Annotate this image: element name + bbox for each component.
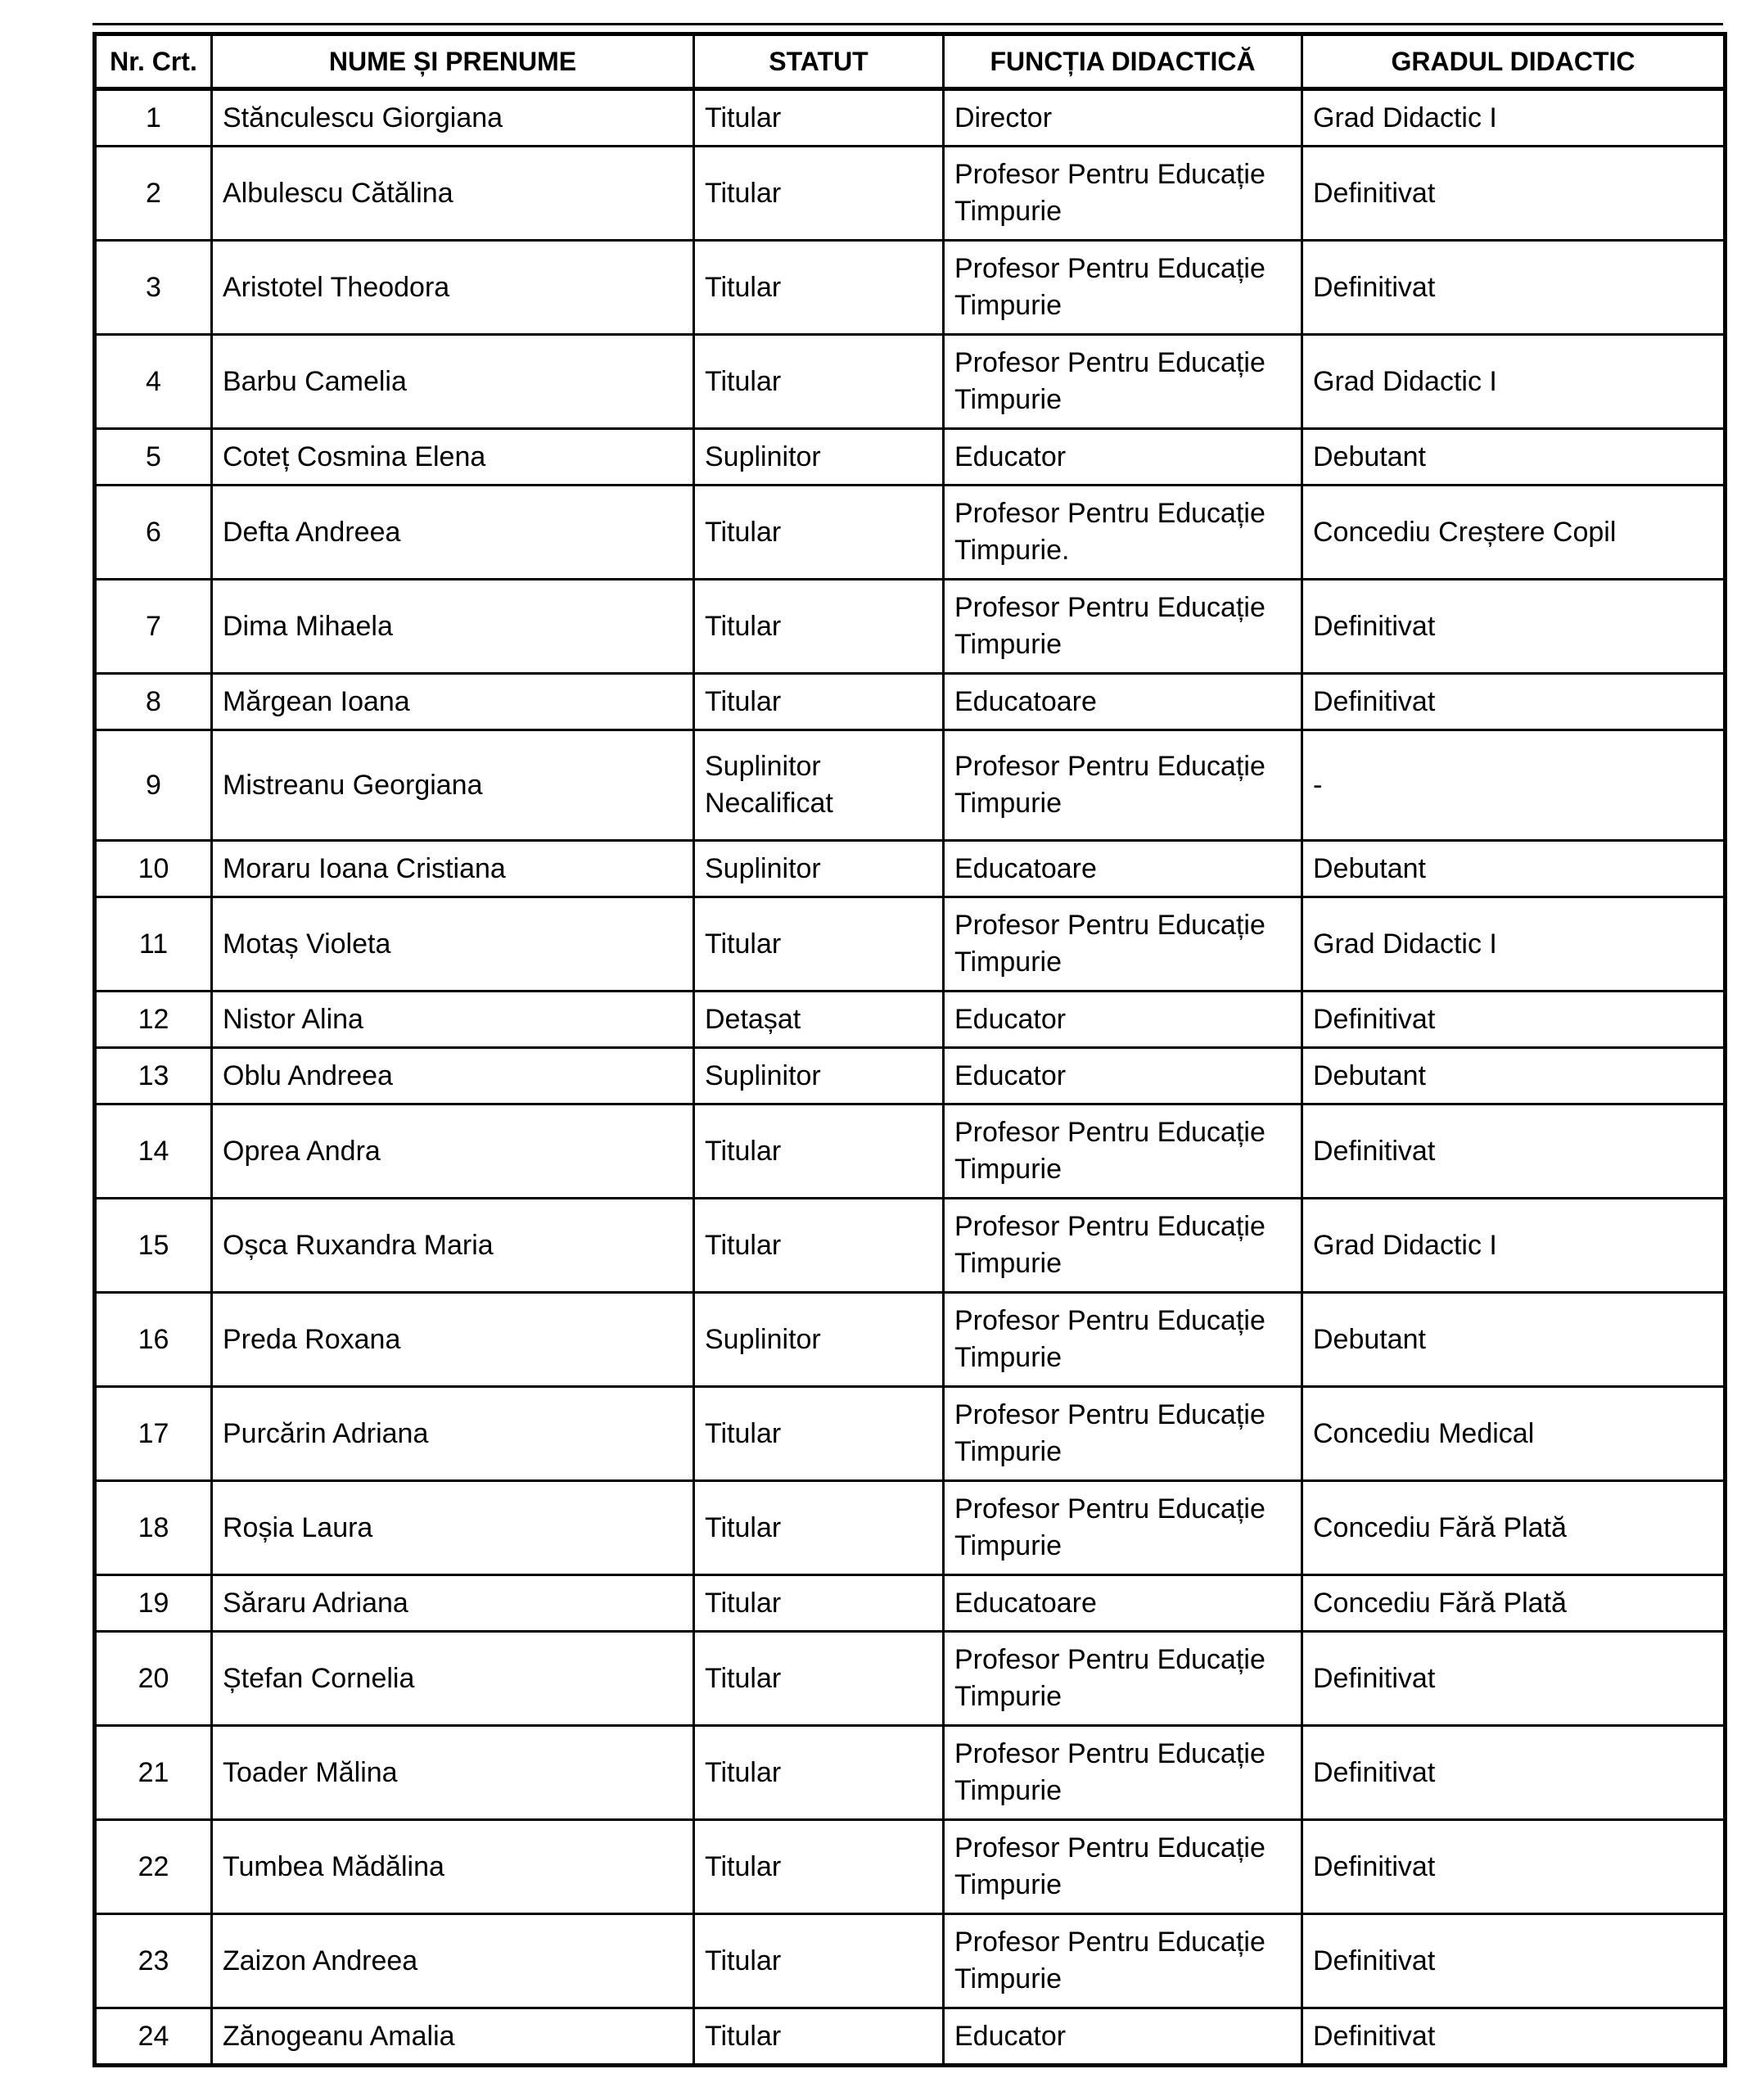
cell-nr: 9 [95,730,212,841]
cell-nume: Dima Mihaela [212,580,694,674]
cell-gradul: Definitivat [1302,992,1726,1048]
table-row [95,335,1726,429]
cell-functia: Profesor Pentru Educație Timpurie [944,1199,1302,1293]
cell-functia: Director [944,89,1302,147]
table-row [95,841,1726,897]
cell-functia: Profesor Pentru Educație Timpurie [944,897,1302,992]
cell-statut: Detașat [694,992,944,1048]
cell-gradul: Concediu Creștere Copil [1302,486,1726,580]
cell-functia: Profesor Pentru Educație Timpurie [944,1387,1302,1481]
cell-statut: Titular [694,241,944,335]
cell-nr: 3 [95,241,212,335]
cell-functia: Profesor Pentru Educație Timpurie [944,241,1302,335]
cell-nr: 12 [95,992,212,1048]
cell-gradul: Grad Didactic I [1302,89,1726,147]
cell-nume: Oprea Andra [212,1104,694,1199]
cell-statut: Titular [694,1104,944,1199]
cell-statut: Titular [694,1820,944,1914]
cell-statut: Titular [694,147,944,241]
table-row [95,580,1726,674]
cell-gradul: Definitivat [1302,2008,1726,2066]
table-row [95,1387,1726,1481]
cell-gradul: Debutant [1302,841,1726,897]
cell-nr: 11 [95,897,212,992]
cell-nume: Oblu Andreea [212,1048,694,1104]
cell-gradul: Definitivat [1302,1914,1726,2008]
cell-nume: Barbu Camelia [212,335,694,429]
cell-functia: Profesor Pentru Educație Timpurie [944,1293,1302,1387]
cell-functia: Profesor Pentru Educație Timpurie [944,1914,1302,2008]
table-row [95,1104,1726,1199]
cell-nume: Oșca Ruxandra Maria [212,1199,694,1293]
table-row [95,429,1726,486]
cell-statut: Titular [694,486,944,580]
cell-nr: 22 [95,1820,212,1914]
header-row [95,34,1726,89]
table-row [95,674,1726,730]
cell-gradul: Definitivat [1302,241,1726,335]
cell-nr: 13 [95,1048,212,1104]
cell-functia: Profesor Pentru Educație Timpurie [944,335,1302,429]
cell-nr: 15 [95,1199,212,1293]
cell-nr: 6 [95,486,212,580]
cell-gradul: Grad Didactic I [1302,897,1726,992]
table-row [95,1481,1726,1575]
header-nume-si-prenume: NUME ȘI PRENUME [212,34,694,89]
cell-statut: Titular [694,1481,944,1575]
cell-nr: 17 [95,1387,212,1481]
cell-statut: Suplinitor [694,1293,944,1387]
cell-nr: 24 [95,2008,212,2066]
cell-statut: Titular [694,1575,944,1632]
cell-statut: Titular [694,897,944,992]
cell-statut: Titular [694,1387,944,1481]
cell-gradul: Debutant [1302,1293,1726,1387]
table-row [95,2008,1726,2066]
cell-nr: 21 [95,1726,212,1820]
cell-nume: Roșia Laura [212,1481,694,1575]
cell-gradul: Concediu Fără Plată [1302,1481,1726,1575]
table-row [95,730,1726,841]
table-row [95,241,1726,335]
table-header [95,34,1726,89]
table-row [95,1726,1726,1820]
cell-nume: Ștefan Cornelia [212,1632,694,1726]
cell-functia: Educatoare [944,674,1302,730]
cell-functia: Profesor Pentru Educație Timpurie [944,1632,1302,1726]
cell-functia: Profesor Pentru Educație Timpurie [944,1820,1302,1914]
table-row [95,1632,1726,1726]
cell-gradul: Definitivat [1302,580,1726,674]
cell-statut: Titular [694,580,944,674]
cell-nr: 10 [95,841,212,897]
cell-gradul: - [1302,730,1726,841]
cell-functia: Educator [944,2008,1302,2066]
cell-nr: 16 [95,1293,212,1387]
cell-nume: Coteț Cosmina Elena [212,429,694,486]
cell-nr: 5 [95,429,212,486]
cell-gradul: Concediu Fără Plată [1302,1575,1726,1632]
table-row [95,1575,1726,1632]
cell-nume: Aristotel Theodora [212,241,694,335]
cell-nume: Mistreanu Georgiana [212,730,694,841]
cell-statut: Titular [694,335,944,429]
table-row [95,1199,1726,1293]
cell-functia: Educator [944,429,1302,486]
cell-functia: Profesor Pentru Educație Timpurie [944,1481,1302,1575]
header-statut: STATUT [694,34,944,89]
cell-nr: 1 [95,89,212,147]
cell-statut: Suplinitor Necalificat [694,730,944,841]
cell-functia: Profesor Pentru Educație Timpurie [944,580,1302,674]
cell-gradul: Definitivat [1302,1632,1726,1726]
table-row [95,89,1726,147]
cell-gradul: Grad Didactic I [1302,335,1726,429]
cell-nume: Defta Andreea [212,486,694,580]
cell-nr: 2 [95,147,212,241]
cell-nr: 14 [95,1104,212,1199]
cell-functia: Profesor Pentru Educație Timpurie [944,1726,1302,1820]
cell-gradul: Definitivat [1302,1820,1726,1914]
cell-nume: Tumbea Mădălina [212,1820,694,1914]
cell-gradul: Grad Didactic I [1302,1199,1726,1293]
cell-statut: Titular [694,1726,944,1820]
cell-nume: Zănogeanu Amalia [212,2008,694,2066]
cell-nr: 7 [95,580,212,674]
cell-gradul: Debutant [1302,429,1726,486]
cell-nume: Albulescu Cătălina [212,147,694,241]
cell-statut: Titular [694,2008,944,2066]
cell-nr: 18 [95,1481,212,1575]
cell-nume: Toader Mălina [212,1726,694,1820]
cell-nume: Purcărin Adriana [212,1387,694,1481]
cell-functia: Profesor Pentru Educație Timpurie [944,1104,1302,1199]
table-body [95,89,1726,2066]
cell-nume: Mărgean Ioana [212,674,694,730]
table-row [95,1293,1726,1387]
header-nr-crt: Nr. Crt. [95,34,212,89]
cell-statut: Titular [694,1632,944,1726]
cell-statut: Titular [694,89,944,147]
cell-functia: Educatoare [944,841,1302,897]
cell-nume: Zaizon Andreea [212,1914,694,2008]
cell-gradul: Definitivat [1302,147,1726,241]
cell-statut: Suplinitor [694,1048,944,1104]
cell-functia: Educator [944,1048,1302,1104]
table-row [95,147,1726,241]
cell-nume: Nistor Alina [212,992,694,1048]
table-row [95,1820,1726,1914]
cell-nume: Motaș Violeta [212,897,694,992]
cell-gradul: Concediu Medical [1302,1387,1726,1481]
table-row [95,1914,1726,2008]
cell-gradul: Definitivat [1302,1104,1726,1199]
cell-nr: 19 [95,1575,212,1632]
header-functia-didactica: FUNCȚIA DIDACTICĂ [944,34,1302,89]
cell-statut: Titular [694,1199,944,1293]
cell-gradul: Definitivat [1302,674,1726,730]
table-row [95,897,1726,992]
cell-functia: Educatoare [944,1575,1302,1632]
cell-functia: Profesor Pentru Educație Timpurie [944,147,1302,241]
table-row [95,992,1726,1048]
cell-functia: Educator [944,992,1302,1048]
cell-nr: 20 [95,1632,212,1726]
staff-table [92,32,1727,2067]
cell-statut: Suplinitor [694,841,944,897]
top-border-line [92,23,1723,25]
cell-nr: 4 [95,335,212,429]
cell-gradul: Debutant [1302,1048,1726,1104]
cell-nr: 8 [95,674,212,730]
cell-statut: Titular [694,674,944,730]
cell-gradul: Definitivat [1302,1726,1726,1820]
table-row [95,1048,1726,1104]
cell-nr: 23 [95,1914,212,2008]
cell-nume: Săraru Adriana [212,1575,694,1632]
cell-statut: Titular [694,1914,944,2008]
cell-nume: Preda Roxana [212,1293,694,1387]
cell-nume: Moraru Ioana Cristiana [212,841,694,897]
cell-functia: Profesor Pentru Educație Timpurie. [944,486,1302,580]
cell-functia: Profesor Pentru Educație Timpurie [944,730,1302,841]
table-row [95,486,1726,580]
header-gradul-didactic: GRADUL DIDACTIC [1302,34,1726,89]
cell-nume: Stănculescu Giorgiana [212,89,694,147]
cell-statut: Suplinitor [694,429,944,486]
